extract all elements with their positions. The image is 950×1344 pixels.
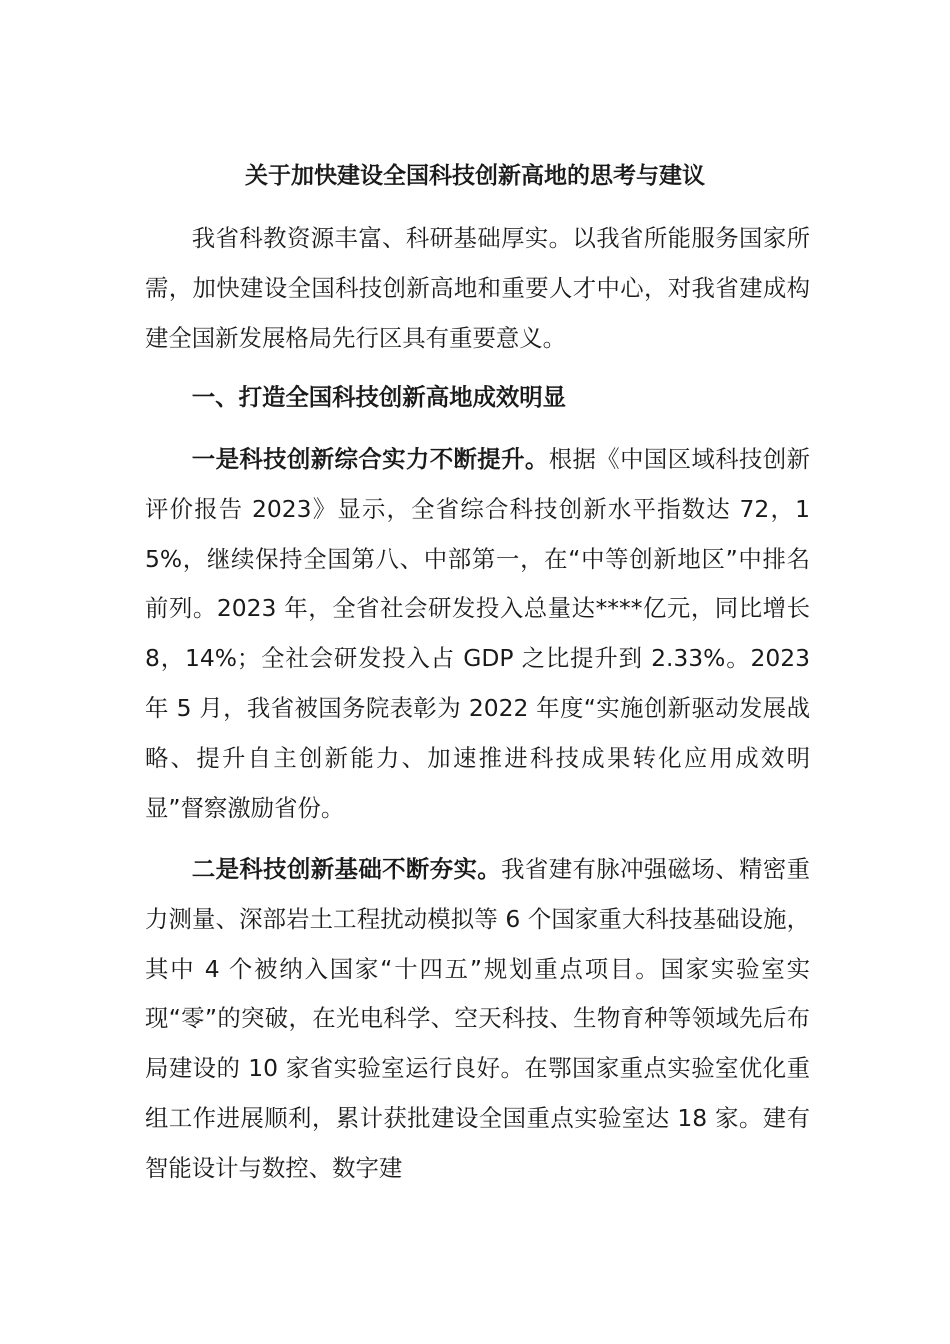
- intro-paragraph: 我省科教资源丰富、科研基础厚实。以我省所能服务国家所需，加快建设全国科技创新高地和重要人才中心，对我省建成构建全国新发展格局先行区具有重要意义。: [145, 224, 810, 352]
- point-two-lead: 二是科技创新基础不断夯实。: [191, 855, 502, 883]
- point-two-text: 我省建有脉冲强磁场、精密重力测量、深部岩土工程扰动模拟等 6 个国家重大科技基础设施，其中 4 个被纳入国家“十四五”规划重点项目。国家实验室实现“零”的突破，在光电科学、空天科技、生物育种等领域先后布局建设的 10 家省实验室运行良好。在鄂国家重点实验室优化重组工作进展顺利，累计获批建设全国重点实验室达 18 家。建有智能设计与数控、数字建: [145, 855, 811, 1182]
- point-one-paragraph: [145, 435, 810, 833]
- point-two-paragraph: [145, 845, 810, 1194]
- section-heading: 一、打造全国科技创新高地成效明显: [191, 383, 567, 411]
- document-title: 关于加快建设全国科技创新高地的思考与建议: [245, 163, 705, 189]
- point-one-text: 根据《中国区域科技创新评价报告 2023》显示，全省综合科技创新水平指数达 72，15%，继续保持全国第八、中部第一，在“中等创新地区”中排名前列。2023 年，全省社会研发投入总量达****亿元，同比增长 8，14%；全社会研发投入占 GDP 之比提升到 2.33%。2023 年 5 月，我省被国务院表彰为 2022 年度“实施创新驱动发展战略、提升自主创新能力、加速推进科技成果转化应用成效明显”督察激励省份。: [145, 445, 811, 822]
- point-one-lead: 一是科技创新综合实力不断提升。: [191, 445, 549, 473]
